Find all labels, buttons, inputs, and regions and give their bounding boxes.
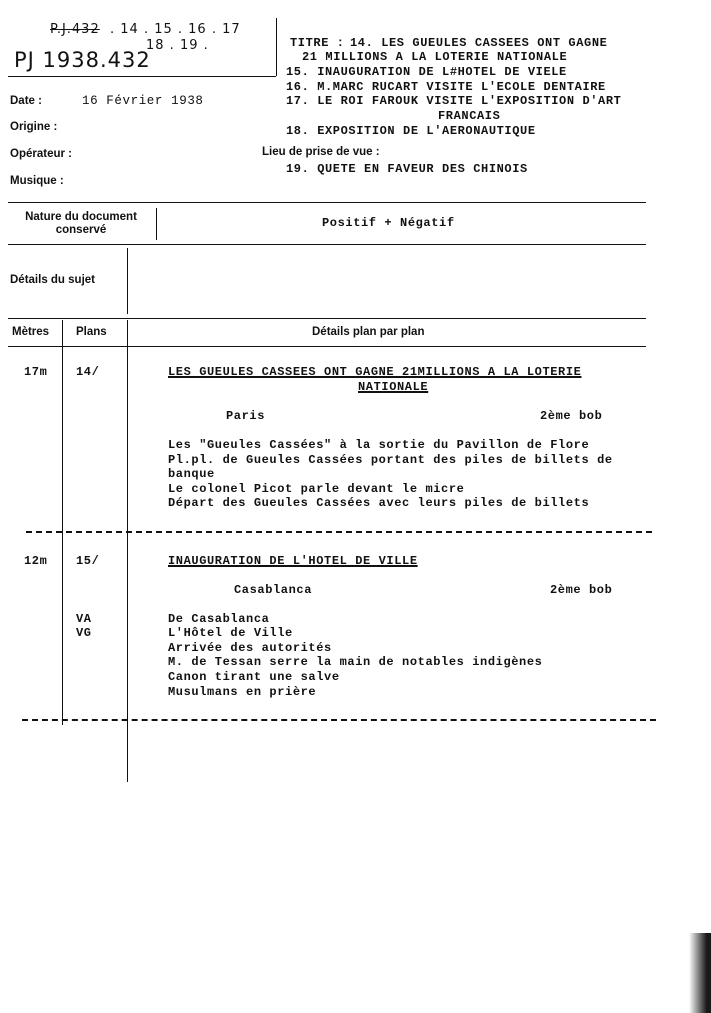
entry-15-line-4: M. de Tessan serre la main de notables indigènes (168, 655, 543, 669)
titre-item-18: 18. EXPOSITION DE L'AERONAUTIQUE (286, 124, 536, 138)
origine-label: Origine : (10, 121, 58, 133)
entry-15-separator (22, 719, 656, 721)
titre-item-14: 14. LES GUEULES CASSEES ONT GAGNE (350, 36, 608, 50)
col-plans-header: Plans (76, 326, 107, 338)
reel-numbers-line2: 18 . 19 . (146, 38, 209, 53)
header-box-bottom-border (8, 76, 276, 77)
table-header-bottom-rule (8, 346, 646, 347)
entry-14-line-1: Les "Gueules Cassées" à la sortie du Pavillon de Flore (168, 438, 590, 452)
entry-14-plan: 14/ (76, 365, 100, 379)
titre-item-14-cont: 21 MILLIONS A LA LOTERIE NATIONALE (302, 50, 568, 64)
operateur-label: Opérateur : (10, 148, 72, 160)
entry-14-separator (26, 531, 652, 533)
col-details-header: Détails plan par plan (312, 326, 425, 338)
entry-14-line-4: Le colonel Picot parle devant le micre (168, 482, 465, 496)
date-label: Date : (10, 95, 42, 107)
entry-15-line-6: Musulmans en prière (168, 685, 317, 699)
entry-15-bob: 2ème bob (550, 583, 613, 597)
nature-value: Positif + Négatif (322, 216, 455, 230)
entry-15-code-va: VA (76, 612, 92, 626)
entry-15-place: Casablanca (234, 583, 313, 597)
table-header-top-rule (8, 318, 646, 319)
entry-15-metres: 12m (24, 554, 48, 568)
col-divider-plans (127, 320, 128, 782)
nature-label-line2: conservé (55, 224, 107, 236)
nature-label (8, 211, 154, 237)
entry-15-title-line1: INAUGURATION DE L'HOTEL DE VILLE (168, 554, 418, 568)
titre-label: TITRE : (290, 36, 345, 50)
nature-top-rule (8, 202, 646, 203)
header-box-right-border (276, 18, 277, 76)
document-reference: PJ 1938.432 (14, 48, 151, 72)
reel-numbers-line1: . 14 . 15 . 16 . 17 (110, 22, 241, 37)
titre-item-17-cont: FRANCAIS (438, 109, 501, 123)
entry-14-title-line1: LES GUEULES CASSEES ONT GAGNE 21MILLIONS A LA LOTERIE (168, 365, 582, 379)
col-metres-header: Mètres (12, 326, 50, 338)
entry-14-line-5: Départ des Gueules Cassées avec leurs piles de billets (168, 496, 590, 510)
date-value: 16 Février 1938 (82, 94, 204, 108)
titre-item-17: 17. LE ROI FAROUK VISITE L'EXPOSITION D'ART (286, 94, 622, 108)
entry-15-line-3: Arrivée des autorités (168, 641, 332, 655)
entry-15-code-vg: VG (76, 626, 92, 640)
old-reference: P.J.432 (50, 22, 100, 37)
titre-item-15: 15. INAUGURATION DE L#HOTEL DE VIELE (286, 65, 567, 79)
entry-14-bob: 2ème bob (540, 409, 603, 423)
details-sujet-top-rule (8, 244, 646, 245)
lieu-label: Lieu de prise de vue : (262, 146, 380, 158)
entry-14-title-line2: NATIONALE (358, 380, 429, 394)
entry-15-line-2: L'Hôtel de Ville (168, 626, 293, 640)
nature-divider (156, 208, 157, 240)
entry-15-line-5: Canon tirant une salve (168, 670, 340, 684)
details-sujet-label: Détails du sujet (10, 274, 95, 286)
entry-14-line-3: banque (168, 467, 215, 481)
entry-15-line-1: De Casablanca (168, 612, 270, 626)
entry-14-place: Paris (226, 409, 266, 423)
details-sujet-divider (127, 248, 128, 314)
titre-item-19: 19. QUETE EN FAVEUR DES CHINOIS (286, 162, 528, 176)
titre-item-16: 16. M.MARC RUCART VISITE L'ECOLE DENTAIRE (286, 80, 606, 94)
entry-14-line-2: Pl.pl. de Gueules Cassées portant des piles de billets de (168, 453, 613, 467)
musique-label: Musique : (10, 175, 64, 187)
col-divider-metres (62, 320, 63, 725)
nature-label-line1: Nature du document (25, 211, 137, 223)
entry-14-metres: 17m (24, 365, 48, 379)
scan-edge-shadow (689, 933, 711, 1013)
entry-15-plan: 15/ (76, 554, 100, 568)
